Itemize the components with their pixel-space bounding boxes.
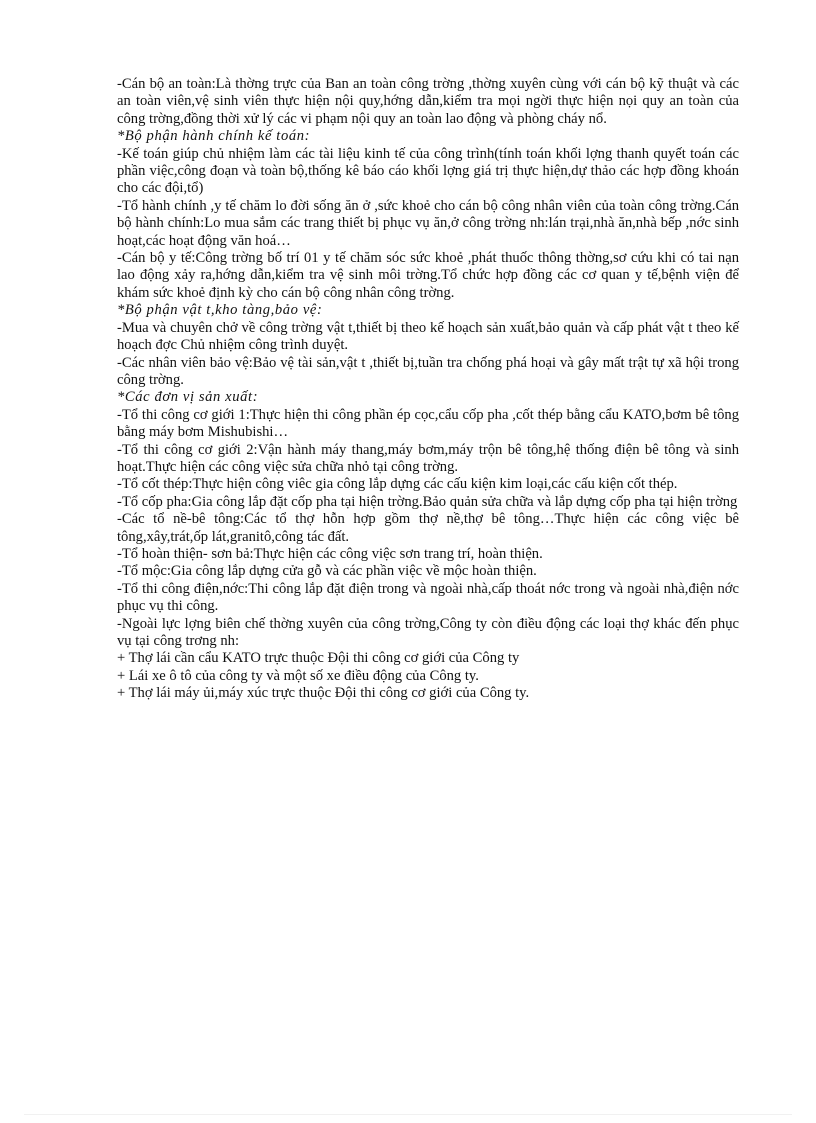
paragraph-additional-workforce: -Ngoài lực lợng biên chế thờng xuyên của công trờng,Công ty còn điều động các loại thợ khác đến phục vụ tại công trơng nh: (117, 615, 739, 649)
list-item-crane-operators: + Thợ lái cần cẩu KATO trực thuộc Đội thi công cơ giới của Công ty (117, 650, 520, 667)
heading-production-units: *Các đơn vị sản xuất: (117, 389, 259, 406)
paragraph-medical-officer: -Cán bộ y tế:Công trờng bố trí 01 y tế chăm sóc sức khoẻ ,phát thuốc thông thờng,sơ cứu khi có tai nạn lao động xảy ra,hớng dẫn,kiểm tra vệ sinh môi trờng.Tổ chức hợp đồng các cơ quan y tế,bệnh viện để khám sức khoẻ định kỳ cho cán bộ công nhân công trờng. (117, 250, 739, 301)
paragraph-security-staff: -Các nhân viên bảo vệ:Bảo vệ tài sản,vật t ,thiết bị,tuần tra chống phá hoại và gây mất trật tự xã hội trong công trờng. (117, 354, 739, 388)
heading-admin-accounting: *Bộ phận hành chính kế toán: (117, 128, 311, 145)
paragraph-mechanized-team-2: -Tổ thi công cơ giới 2:Vận hành máy thang,máy bơm,máy trộn bê tông,hệ thống điện bê tông và sinh hoạt.Thực hiện các công việc sửa chữa nhỏ tại công trờng. (117, 441, 739, 475)
paragraph-formwork-team: -Tổ cốp pha:Gia công lắp đặt cốp pha tại hiện trờng.Bảo quản sửa chữa và lắp dựng cốp pha tại hiện trờng (117, 493, 738, 510)
page-bottom-divider (24, 1114, 792, 1115)
paragraph-mechanized-team-1: -Tổ thi công cơ giới 1:Thực hiện thi công phần ép cọc,cẩu cốp pha ,cốt thép bằng cẩu KATO,bơm bê tông bằng máy bơm Mishubishi… (117, 406, 739, 441)
list-item-bulldozer-operators: + Thợ lái máy ủi,máy xúc trực thuộc Đội thi công cơ giới của Công ty. (117, 685, 530, 702)
document-body (117, 76, 739, 703)
paragraph-carpentry-team: -Tổ mộc:Gia công lắp dựng cửa gỗ và các phần việc về mộc hoàn thiện. (117, 563, 537, 580)
list-item-truck-drivers: + Lái xe ô tô của công ty và một số xe điều động của Công ty. (117, 667, 479, 684)
paragraph-rebar-team: -Tổ cốt thép:Thực hiện công viêc gia công lắp dựng các cấu kiện kim loại,các cấu kiện cốt thép. (117, 476, 678, 493)
paragraph-accountant: -Kế toán giúp chủ nhiệm làm các tài liệu kinh tế của công trình(tính toán khối lợng thanh quyết toán các phần việc,công đoạn và toàn bộ,thống kê báo cáo khối lợng giá trị thực hiện,dự thảo các hợp đồng khoán cho các đội,tổ) (117, 145, 739, 197)
paragraph-masonry-concrete-team: -Các tổ nề-bê tông:Các tổ thợ hỗn hợp gồm thợ nề,thợ bê tông…Thực hiện các công việc bê tông,xây,trát,ốp lát,granitô,công tác đất. (117, 511, 739, 545)
heading-materials-security: *Bộ phận vật t,kho tàng,bảo vệ: (117, 302, 323, 319)
paragraph-admin-medical-team: -Tổ hành chính ,y tế chăm lo đời sống ăn ở ,sức khoẻ cho cán bộ công nhân viên của toàn công trờng.Cán bộ hành chính:Lo mua sắm các trang thiết bị phục vụ ăn,ở công trờng nh:lán trại,nhà ăn,nhà bếp ,nớc sinh hoạt,các hoạt động văn hoá… (117, 197, 739, 249)
paragraph-safety-officer: -Cán bộ an toàn:Là thờng trực của Ban an toàn công trờng ,thờng xuyên cùng với cán bộ kỹ thuật và các an toàn viên,vệ sinh viên thực hiện nội quy,hớng dẫn,kiểm tra mọi ngời thực hiện nọi quy an toàn của công trờng,đồng thời xử lý các vi phạm nội quy an toàn lao động và phòng cháy nổ. (117, 76, 739, 127)
paragraph-procurement: -Mua và chuyên chở về công trờng vật t,thiết bị theo kế hoạch sản xuất,bảo quản và cấp phát vật t theo kế hoạch đợc Chủ nhiệm công trình duyệt. (117, 319, 739, 354)
paragraph-finishing-team: -Tổ hoàn thiện- sơn bả:Thực hiện các công việc sơn trang trí, hoàn thiện. (117, 545, 543, 562)
paragraph-electrical-plumbing-team: -Tổ thi công điện,nớc:Thi công lắp đặt điện trong và ngoài nhà,cấp thoát nớc trong và ngoài nhà,điện nớc phục vụ thi công. (117, 580, 739, 615)
